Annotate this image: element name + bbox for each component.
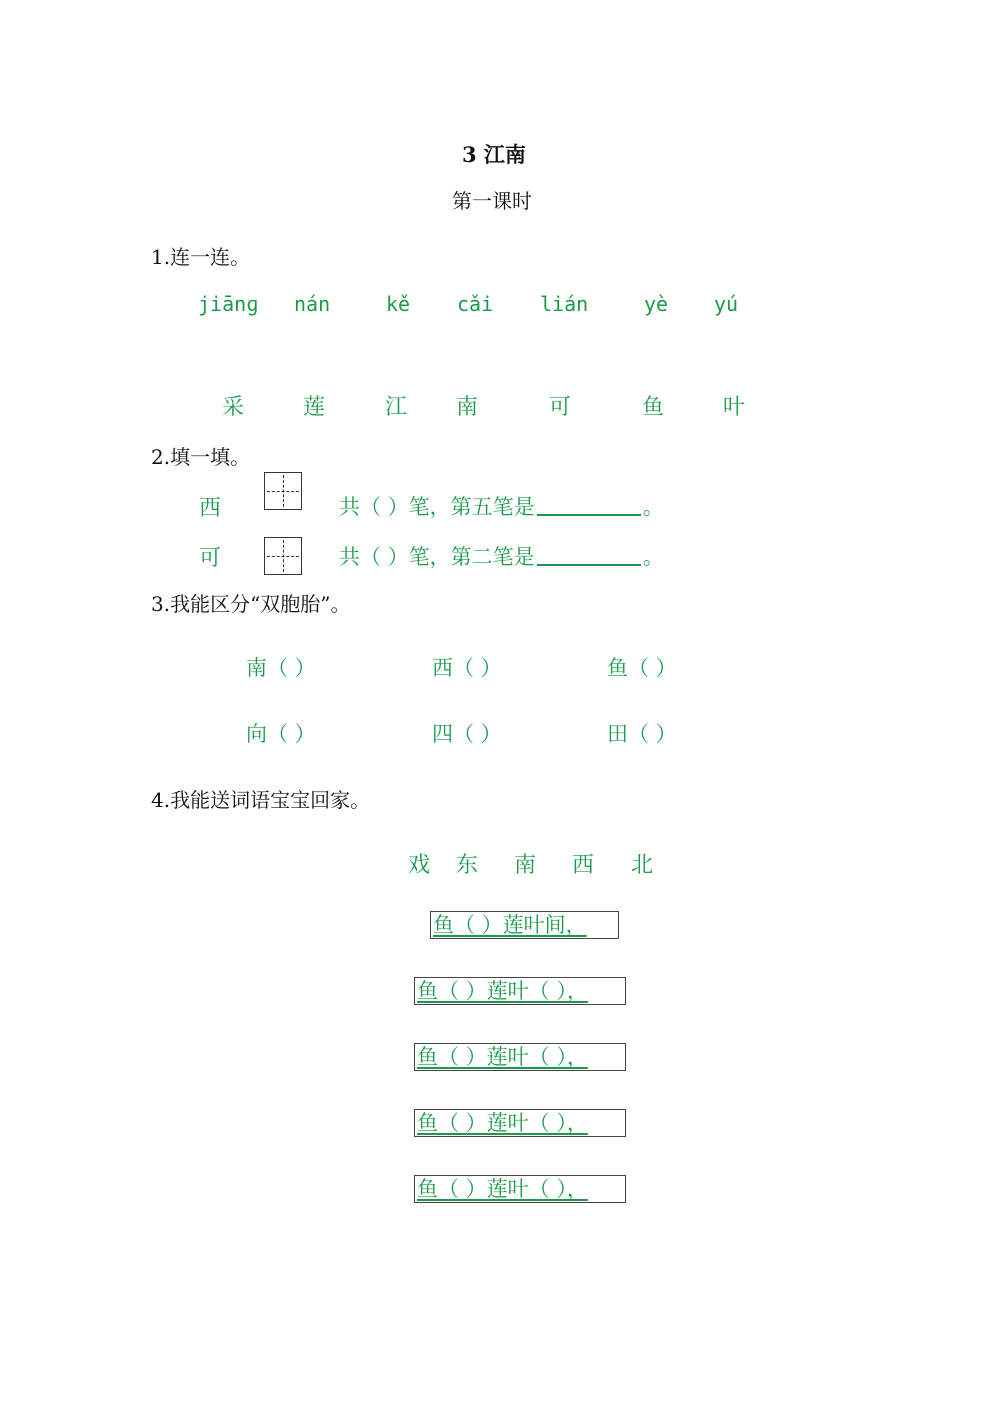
q2-row2-end: 。 [642,545,664,569]
poem-line: 鱼（ ）莲叶（ ）， [417,979,588,1003]
q3-item: 田（ ） [607,722,677,746]
page-title: 3 江南 [462,142,526,167]
pinyin-jiang: jiānɡ [198,292,259,316]
pinyin-yu: yú [714,292,739,316]
hanzi-cai: 采 [222,395,245,420]
tianzige-box [264,537,302,575]
hanzi-yu: 鱼 [642,395,665,420]
word-dong: 东 [456,853,479,878]
q3-item: 向（ ） [246,722,316,746]
q2-row2 [339,541,664,571]
hanzi-jiang: 江 [385,395,408,420]
word-bei: 北 [631,853,654,878]
q3-item: 南（ ） [246,656,316,680]
q2-row1-end: 。 [642,495,664,519]
hanzi-ke: 可 [549,395,572,420]
pinyin-ye: yè [644,292,669,316]
word-xi: 戏 [408,853,431,878]
poem-line: 鱼（ ）莲叶（ ）， [417,1177,588,1201]
poem-line: 鱼（ ）莲叶（ ）， [417,1045,588,1069]
q1-heading: 1.连一连。 [151,245,251,269]
tianzige-box [264,472,302,510]
q3-item: 鱼（ ） [607,656,677,680]
lesson-subtitle: 第一课时 [452,189,532,213]
q2-row2-text: 共（ ）笔，第二笔是 [339,545,535,569]
q2-row1-text: 共（ ）笔，第五笔是 [339,495,535,519]
hanzi-nan: 南 [456,395,479,420]
poem-line-box [414,1109,626,1137]
pinyin-nan: nán [294,292,331,316]
poem-line-box [430,911,619,939]
pinyin-lian: lián [540,292,589,316]
q4-heading: 4.我能送词语宝宝回家。 [151,788,371,812]
answer-blank[interactable] [537,496,641,516]
poem-line: 鱼（ ）莲叶间， [433,913,587,937]
word-nan: 南 [514,853,537,878]
word-xi2: 西 [572,853,595,878]
hanzi-ye: 叶 [723,395,746,420]
q2-heading: 2.填一填。 [151,445,251,469]
pinyin-cai: cǎi [457,292,494,316]
hanzi-lian: 莲 [303,395,326,420]
poem-line-box [414,1175,626,1203]
poem-line-box [414,1043,626,1071]
q3-item: 西（ ） [432,656,502,680]
poem-line-box [414,977,626,1005]
poem-line: 鱼（ ）莲叶（ ）， [417,1111,588,1135]
q3-item: 四（ ） [432,722,502,746]
q2-char-ke: 可 [199,546,222,571]
q2-row1 [339,491,664,521]
answer-blank[interactable] [537,546,641,566]
q2-char-xi: 西 [199,496,222,521]
pinyin-ke: kě [386,292,411,316]
q3-heading: 3.我能区分“双胞胎”。 [151,592,351,616]
